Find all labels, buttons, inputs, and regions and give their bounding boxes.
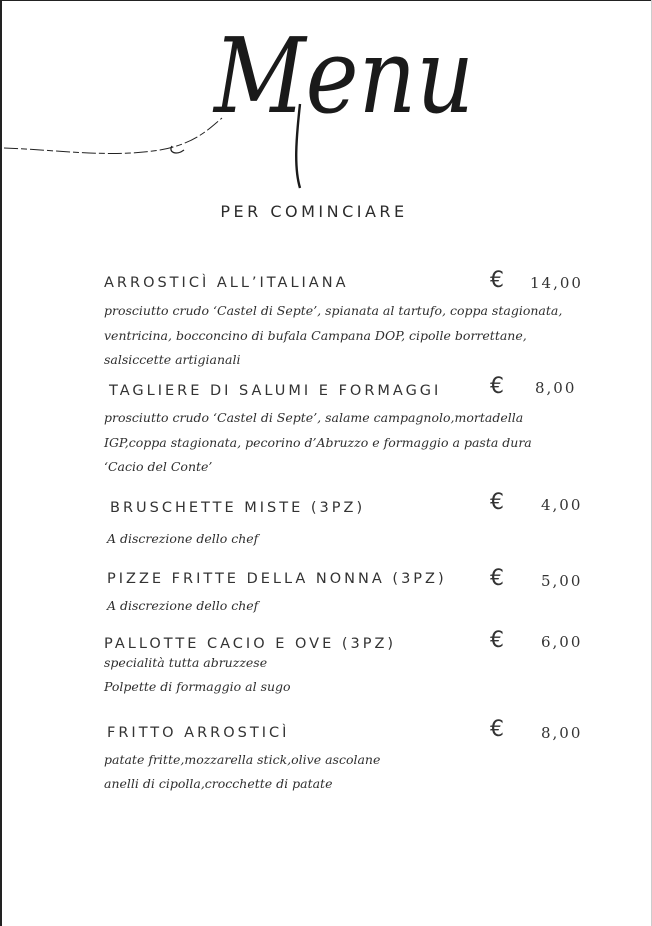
- euro-icon: €: [490, 717, 504, 742]
- item-price: 6,00: [541, 633, 583, 651]
- item-name: TAGLIERE DI SALUMI E FORMAGGI: [109, 383, 442, 399]
- item-price: 5,00: [541, 572, 583, 590]
- euro-icon: €: [490, 268, 504, 293]
- item-description-line: ‘Cacio del Conte’: [104, 459, 213, 474]
- item-name: PALLOTTE CACIO E OVE (3PZ): [104, 636, 397, 652]
- euro-icon: €: [490, 566, 504, 591]
- item-price: 14,00: [530, 274, 583, 292]
- item-description-line: A discrezione dello chef: [107, 598, 259, 613]
- item-price: 8,00: [535, 379, 577, 397]
- item-description-line: patate fritte,mozzarella stick,olive ascolane: [104, 752, 381, 767]
- item-price: 4,00: [541, 496, 583, 514]
- item-description-line: IGP,coppa stagionata, pecorino d’Abruzzo e formaggio a pasta dura: [104, 435, 532, 450]
- item-description-line: anelli di cipolla,crocchette di patate: [104, 776, 333, 791]
- item-description-line: A discrezione dello chef: [107, 531, 259, 546]
- flourish-icon: [4, 118, 222, 153]
- euro-icon: €: [490, 374, 504, 399]
- item-description-line: salsiccette artigianali: [104, 352, 241, 367]
- menu-script-title: [0, 0, 652, 200]
- item-name: FRITTO ARROSTICÌ: [107, 725, 290, 741]
- euro-icon: €: [490, 628, 504, 653]
- item-description-line: Polpette di formaggio al sugo: [104, 679, 291, 694]
- item-description-line: prosciutto crudo ‘Castel di Septe’, spianata al tartufo, coppa stagionata,: [104, 303, 563, 318]
- menu-title-text: Menu: [212, 15, 475, 137]
- item-price: 8,00: [541, 724, 583, 742]
- item-description-line: prosciutto crudo ‘Castel di Septe’, salame campagnolo,mortadella: [104, 410, 524, 425]
- item-description-line: ventricina, bocconcino di bufala Campana DOP, cipolle borrettane,: [104, 328, 527, 343]
- item-description-line: specialità tutta abruzzese: [104, 655, 268, 670]
- item-name: ARROSTICÌ ALL’ITALIANA: [104, 275, 349, 291]
- euro-icon: €: [490, 490, 504, 515]
- item-name: PIZZE FRITTE DELLA NONNA (3PZ): [107, 571, 447, 587]
- item-name: BRUSCHETTE MISTE (3PZ): [110, 500, 366, 516]
- section-title: PER COMINCIARE: [220, 202, 408, 221]
